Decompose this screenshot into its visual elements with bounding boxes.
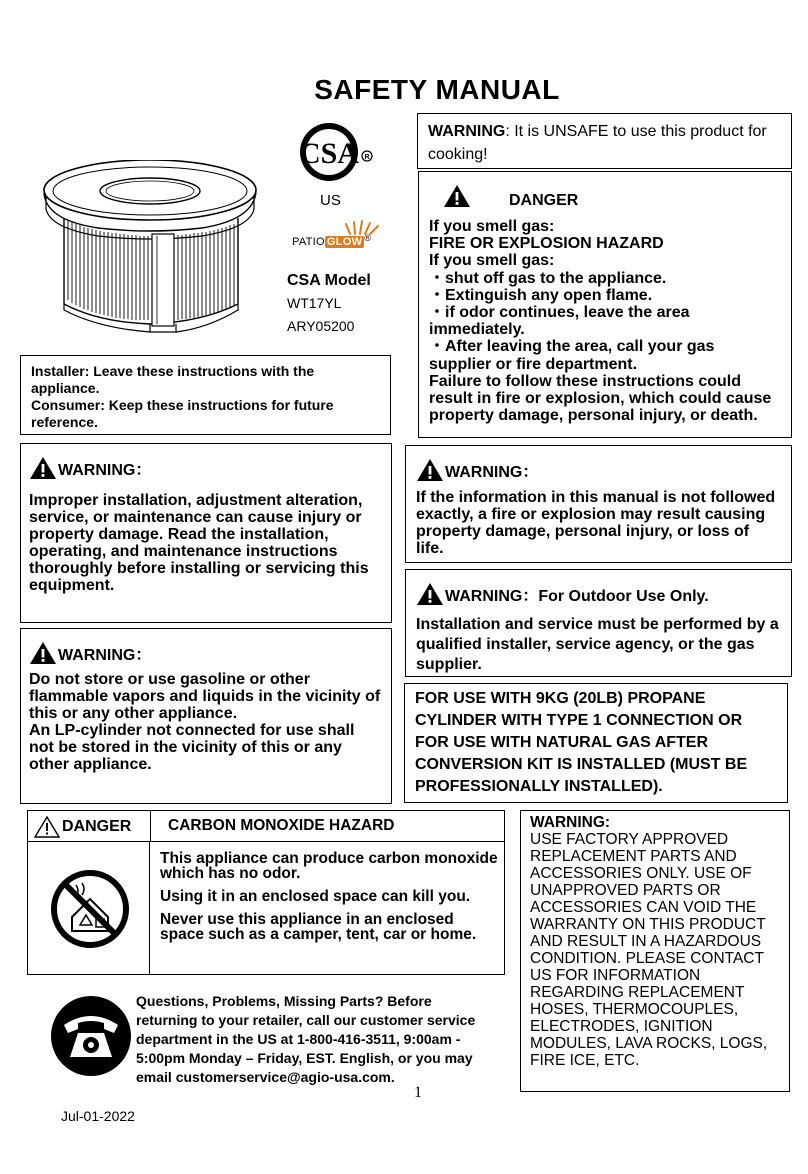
model-number-1: WT17YL (287, 295, 342, 311)
warning-cooking-label: WARNING (428, 123, 506, 140)
warning-outdoor-text: Installation and service must be performed by a qualified installer, service agency, or the gas supplier. (416, 616, 779, 673)
model-label: CSA Model (287, 272, 371, 289)
consumer-note-line: Consumer: Keep these instructions for future reference. (31, 397, 334, 430)
warning-gasoline-line: Do not store or use gasoline or other flammable vapors and liquids in the vicinity of this or any other appliance. (29, 671, 381, 722)
brand-registered: ® (364, 233, 372, 243)
warning-cooking-box (417, 113, 792, 169)
danger-gas-title: DANGER (509, 192, 579, 209)
warning-triangle-icon (443, 184, 471, 208)
co-danger-label: DANGER (62, 818, 132, 835)
brand-name-part2: GLOW (326, 236, 363, 248)
warning-parts-box (520, 810, 790, 1092)
propane-notice-text: FOR USE WITH 9KG (20LB) PROPANE CYLINDER WITH TYPE 1 CONNECTION OR FOR USE WITH NATURAL GAS AFTER CONVERSION KIT IS INSTALLED (MUST BE PROFESSIONALLY INSTALLED). (415, 690, 748, 795)
warning-outdoor-box (405, 569, 792, 677)
installer-note-line: Installer: Leave these instructions with the appliance. (31, 363, 315, 396)
csa-country: US (320, 192, 341, 209)
svg-text:R: R (364, 154, 370, 161)
svg-text:CSA: CSA (298, 137, 360, 170)
danger-gas-box (418, 171, 792, 438)
danger-line: ・shut off gas to the appliance. (429, 269, 667, 287)
danger-line: FIRE OR EXPLOSION HAZARD (429, 235, 664, 253)
warning-manual-text: If the information in this manual is not followed exactly, a fire or explosion may result causing property damage, personal injury, or loss of life. (416, 489, 776, 557)
no-enclosed-space-icon (50, 869, 130, 949)
co-hazard-item: This appliance can produce carbon monoxide which has no odor. (160, 850, 498, 882)
warning-gasoline-box (20, 628, 392, 804)
warning-triangle-icon (416, 582, 444, 606)
warning-installation-box (20, 443, 392, 623)
danger-line: If you smell gas: (429, 218, 555, 235)
co-hazard-title: CARBON MONOXIDE HAZARD (168, 817, 395, 834)
warning-manual-box (405, 445, 792, 563)
installer-note-box (20, 355, 391, 435)
contact-info (136, 992, 486, 1087)
fire-pit-table-illustration (38, 160, 263, 340)
warning-triangle-icon (34, 816, 60, 838)
warning-parts-text: USE FACTORY APPROVED REPLACEMENT PARTS AND ACCESSORIES ONLY. USE OF UNAPPROVED PARTS OR ACCESSORIES CAN VOID THE WARRANTY ON THIS PRODUCT AND RESULT IN A HAZARDOUS CONDITION. PLEASE CONTACT US FOR INFORMATION REGARDING REPLACEMENT HOSES, THERMOCOUPLES, ELECTRODES, IGNITION MODULES, LAVA ROCKS, LOGS, FIRE ICE, ETC. (530, 831, 768, 1069)
contact-text: Questions, Problems, Missing Parts? Before returning to your retailer, call our customer service department in the US at 1-800-416-3511, 9:00am - 5:00pm Monday – Friday, EST. English, or you may email customerservice@agio-usa.com. (136, 993, 476, 1085)
warning-outdoor-title: WARNING：For Outdoor Use Only. (445, 588, 709, 605)
document-date: Jul-01-2022 (61, 1108, 135, 1124)
warning-gasoline-line: An LP-cylinder not connected for use shall not be stored in the vicinity of this or any other appliance. (29, 722, 355, 773)
warning-cooking-text: : It is UNSAFE to use this product for cooking! (428, 123, 767, 163)
telephone-icon (50, 995, 132, 1077)
warning-parts-title: WARNING: (530, 814, 611, 831)
patio-glow-logo (290, 218, 390, 258)
danger-line: ・After leaving the area, call your gas supplier or fire department. (429, 338, 715, 373)
warning-triangle-icon (29, 641, 57, 665)
brand-name-part1: PATIO (292, 236, 325, 248)
propane-notice-box (404, 683, 788, 803)
warning-installation-text: Improper installation, adjustment alteration, service, or maintenance can cause injury or property damage. Read the installation, operating, and maintenance instructions thoroughly before installing or servicing this equipment. (29, 492, 369, 594)
co-hazard-item: Using it in an enclosed space can kill you. (160, 888, 471, 905)
model-number-2: ARY05200 (287, 318, 355, 334)
page-number: 1 (414, 1084, 422, 1101)
warning-manual-title: WARNING： (445, 464, 539, 481)
warning-triangle-icon (29, 456, 57, 480)
co-hazard-box (27, 810, 505, 975)
danger-line: ・if odor continues, leave the area immediately. (429, 304, 690, 339)
csa-certification-logo (298, 120, 380, 190)
page-title: SAFETY MANUAL (314, 74, 560, 105)
warning-triangle-icon (416, 458, 444, 482)
warning-installation-title: WARNING： (58, 462, 152, 479)
danger-line: If you smell gas: (429, 252, 555, 270)
warning-gasoline-title: WARNING： (58, 647, 152, 664)
danger-line: ・Extinguish any open flame. (429, 286, 653, 304)
co-hazard-item: Never use this appliance in an enclosed space such as a camper, tent, car or home. (160, 911, 477, 943)
danger-line: Failure to follow these instructions could result in fire or explosion, which could cause property damage, personal injury, or death. (429, 372, 772, 425)
